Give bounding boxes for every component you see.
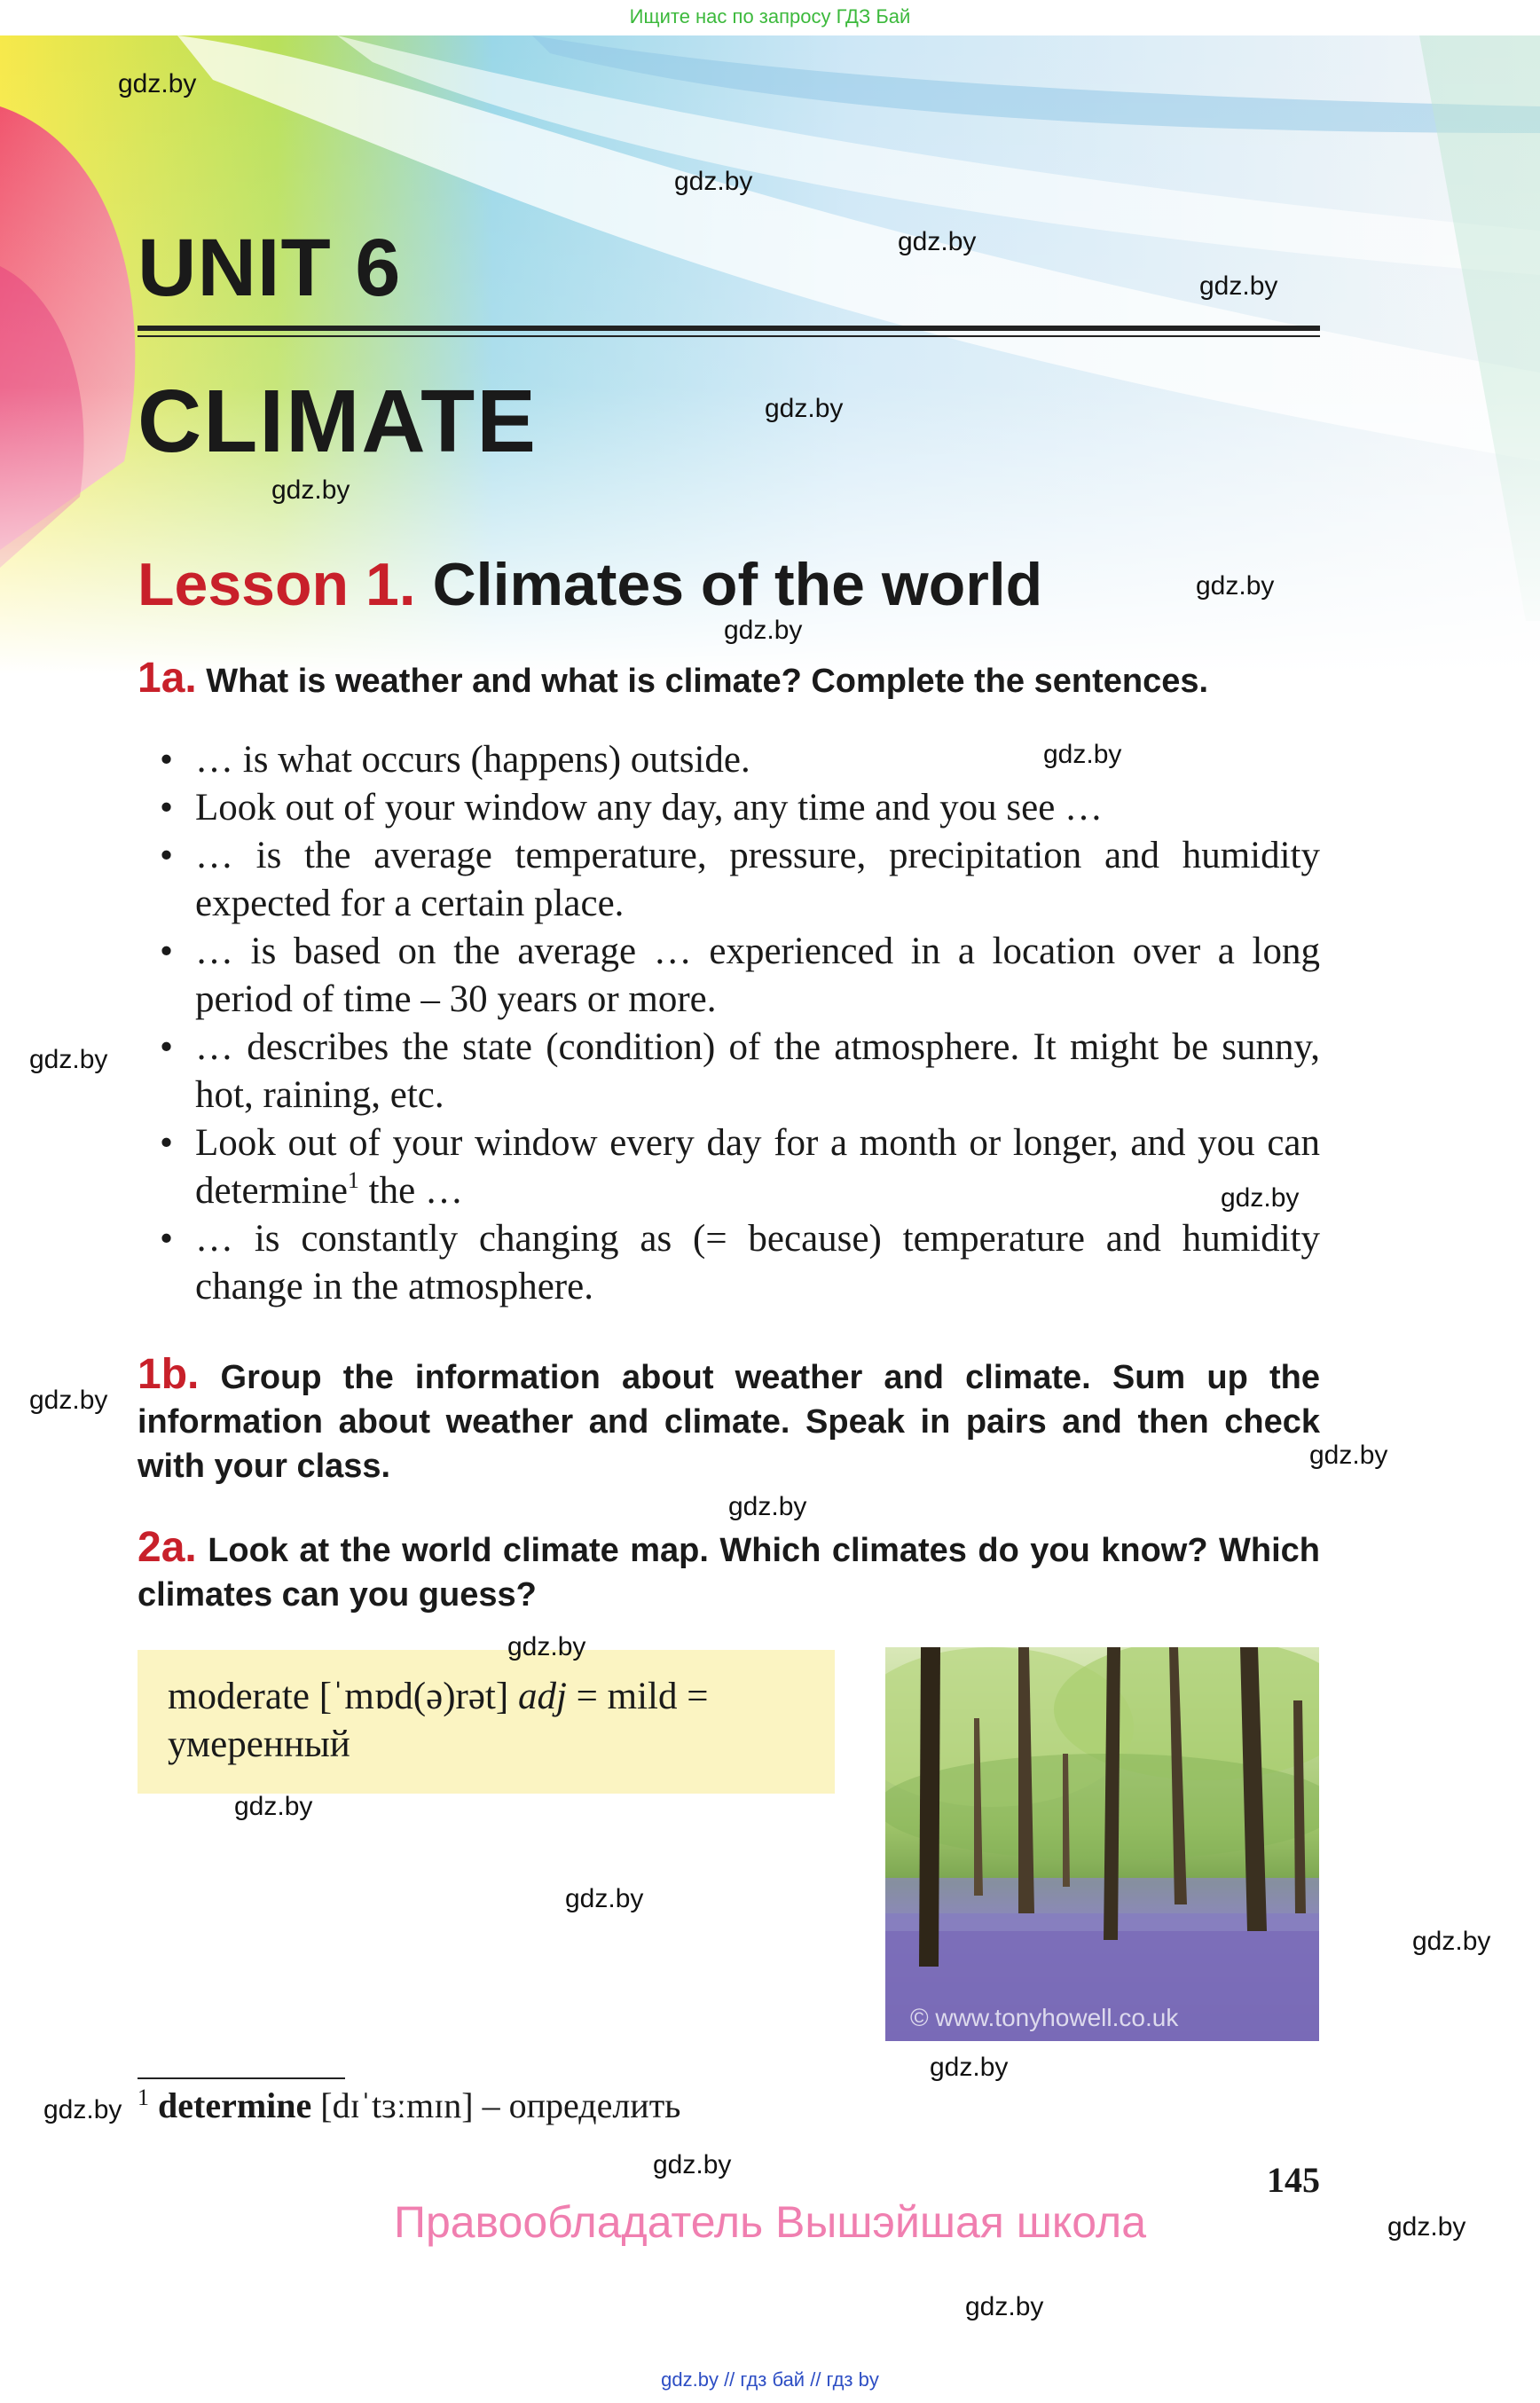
unit-title: UNIT 6: [138, 223, 402, 313]
footnote-translation: – определить: [482, 2085, 681, 2125]
list-item-text: … is the average temperature, pressure, precipitation and humidity expected for a certain place.: [195, 835, 1320, 924]
watermark: gdz.by: [1309, 1441, 1388, 1470]
list-item: [195, 784, 1320, 832]
footnote-marker: 1: [347, 1167, 359, 1193]
watermark: gdz.by: [43, 2095, 122, 2124]
list-item: [195, 928, 1320, 1024]
watermark: gdz.by: [1221, 1183, 1300, 1213]
footnote-word: determine: [158, 2085, 312, 2125]
sentence-list: [195, 736, 1320, 1311]
footnote-marker: 1: [138, 2085, 149, 2110]
watermark: gdz.by: [898, 227, 977, 256]
exercise-label: 2a.: [138, 1524, 197, 1571]
watermark: gdz.by: [565, 1884, 644, 1913]
exercise-label: 1a.: [138, 655, 197, 702]
footnote: [138, 2085, 680, 2126]
footnote-rule: [138, 2077, 345, 2079]
watermark: gdz.by: [29, 1386, 108, 1415]
watermark: gdz.by: [765, 394, 844, 423]
footnote-ipa: [dɪˈtɜːmɪn]: [320, 2085, 474, 2125]
footer-links[interactable]: gdz.by // гдз бай // гдз by: [661, 2368, 879, 2391]
page-number: 145: [1267, 2160, 1320, 2200]
unit-subtitle: CLIMATE: [138, 372, 538, 471]
exercise-text: What is weather and what is climate? Complete the sentences.: [206, 663, 1209, 700]
list-item-text: … is what occurs (happens) outside.: [195, 739, 750, 781]
watermark: gdz.by: [118, 69, 197, 98]
list-item-text-end: the …: [358, 1170, 463, 1212]
photo-credit: © www.tonyhowell.co.uk: [910, 2004, 1179, 2031]
watermark: gdz.by: [674, 167, 753, 196]
vocab-pos: adj: [517, 1676, 567, 1717]
watermark: gdz.by: [271, 475, 350, 505]
list-item: [195, 1024, 1320, 1119]
watermark: gdz.by: [724, 616, 803, 645]
watermark: gdz.by: [930, 2053, 1009, 2082]
watermark: gdz.by: [653, 2150, 732, 2179]
watermark: gdz.by: [965, 2292, 1044, 2321]
exercise-text: Group the information about weather and climate. Sum up the information about weather and climate. Speak in pairs and then check with your class.: [138, 1359, 1320, 1485]
list-item-text: Look out of your window every day for a month or longer, and you can determine: [195, 1122, 1320, 1212]
exercise-label: 1b.: [138, 1351, 200, 1398]
list-item-text: Look out of your window any day, any time and you see …: [195, 787, 1104, 828]
list-item: [195, 1215, 1320, 1311]
watermark: gdz.by: [234, 1792, 313, 1821]
list-item-text: … is based on the average … experienced in a location over a long period of time – 30 years or more.: [195, 931, 1320, 1020]
vocab-definition: = mild = умеренный: [168, 1676, 709, 1765]
watermark: gdz.by: [1199, 271, 1278, 301]
copyright-notice: Правообладатель Вышэйшая школа: [394, 2197, 1146, 2247]
list-item: [195, 1119, 1320, 1215]
search-banner[interactable]: Ищите нас по запросу ГДЗ Бай: [629, 5, 911, 27]
watermark: gdz.by: [728, 1492, 807, 1521]
exercise-2a: [138, 1526, 1320, 1617]
lesson-number: Lesson 1.: [138, 551, 416, 618]
exercise-1a: [138, 656, 1320, 703]
list-item-text: … describes the state (condition) of the atmosphere. It might be sunny, hot, raining, etc.: [195, 1026, 1320, 1116]
vocabulary-box: [138, 1650, 835, 1794]
forest-image: [885, 1647, 1319, 2041]
list-item: [195, 736, 1320, 784]
title-rule-thin: [138, 335, 1320, 337]
list-item-text: … is constantly changing as (= because) temperature and humidity change in the atmosphere.: [195, 1218, 1320, 1308]
vocab-word: moderate: [168, 1676, 310, 1717]
exercise-1b: [138, 1353, 1320, 1488]
watermark: gdz.by: [1412, 1927, 1491, 1956]
watermark: gdz.by: [1387, 2212, 1466, 2242]
title-rule: [138, 326, 1320, 331]
vocab-ipa: [ˈmɒd(ə)rət]: [318, 1676, 509, 1717]
watermark: gdz.by: [1196, 571, 1275, 601]
lesson-title: Climates of the world: [432, 551, 1043, 618]
bluebell-forest-photo: [885, 1647, 1319, 2041]
list-item: [195, 832, 1320, 928]
watermark: gdz.by: [1043, 740, 1122, 769]
exercise-text: Look at the world climate map. Which climates do you know? Which climates can you guess?: [138, 1532, 1320, 1614]
lesson-heading: [138, 550, 1042, 619]
watermark: gdz.by: [507, 1632, 586, 1661]
watermark: gdz.by: [29, 1045, 108, 1074]
